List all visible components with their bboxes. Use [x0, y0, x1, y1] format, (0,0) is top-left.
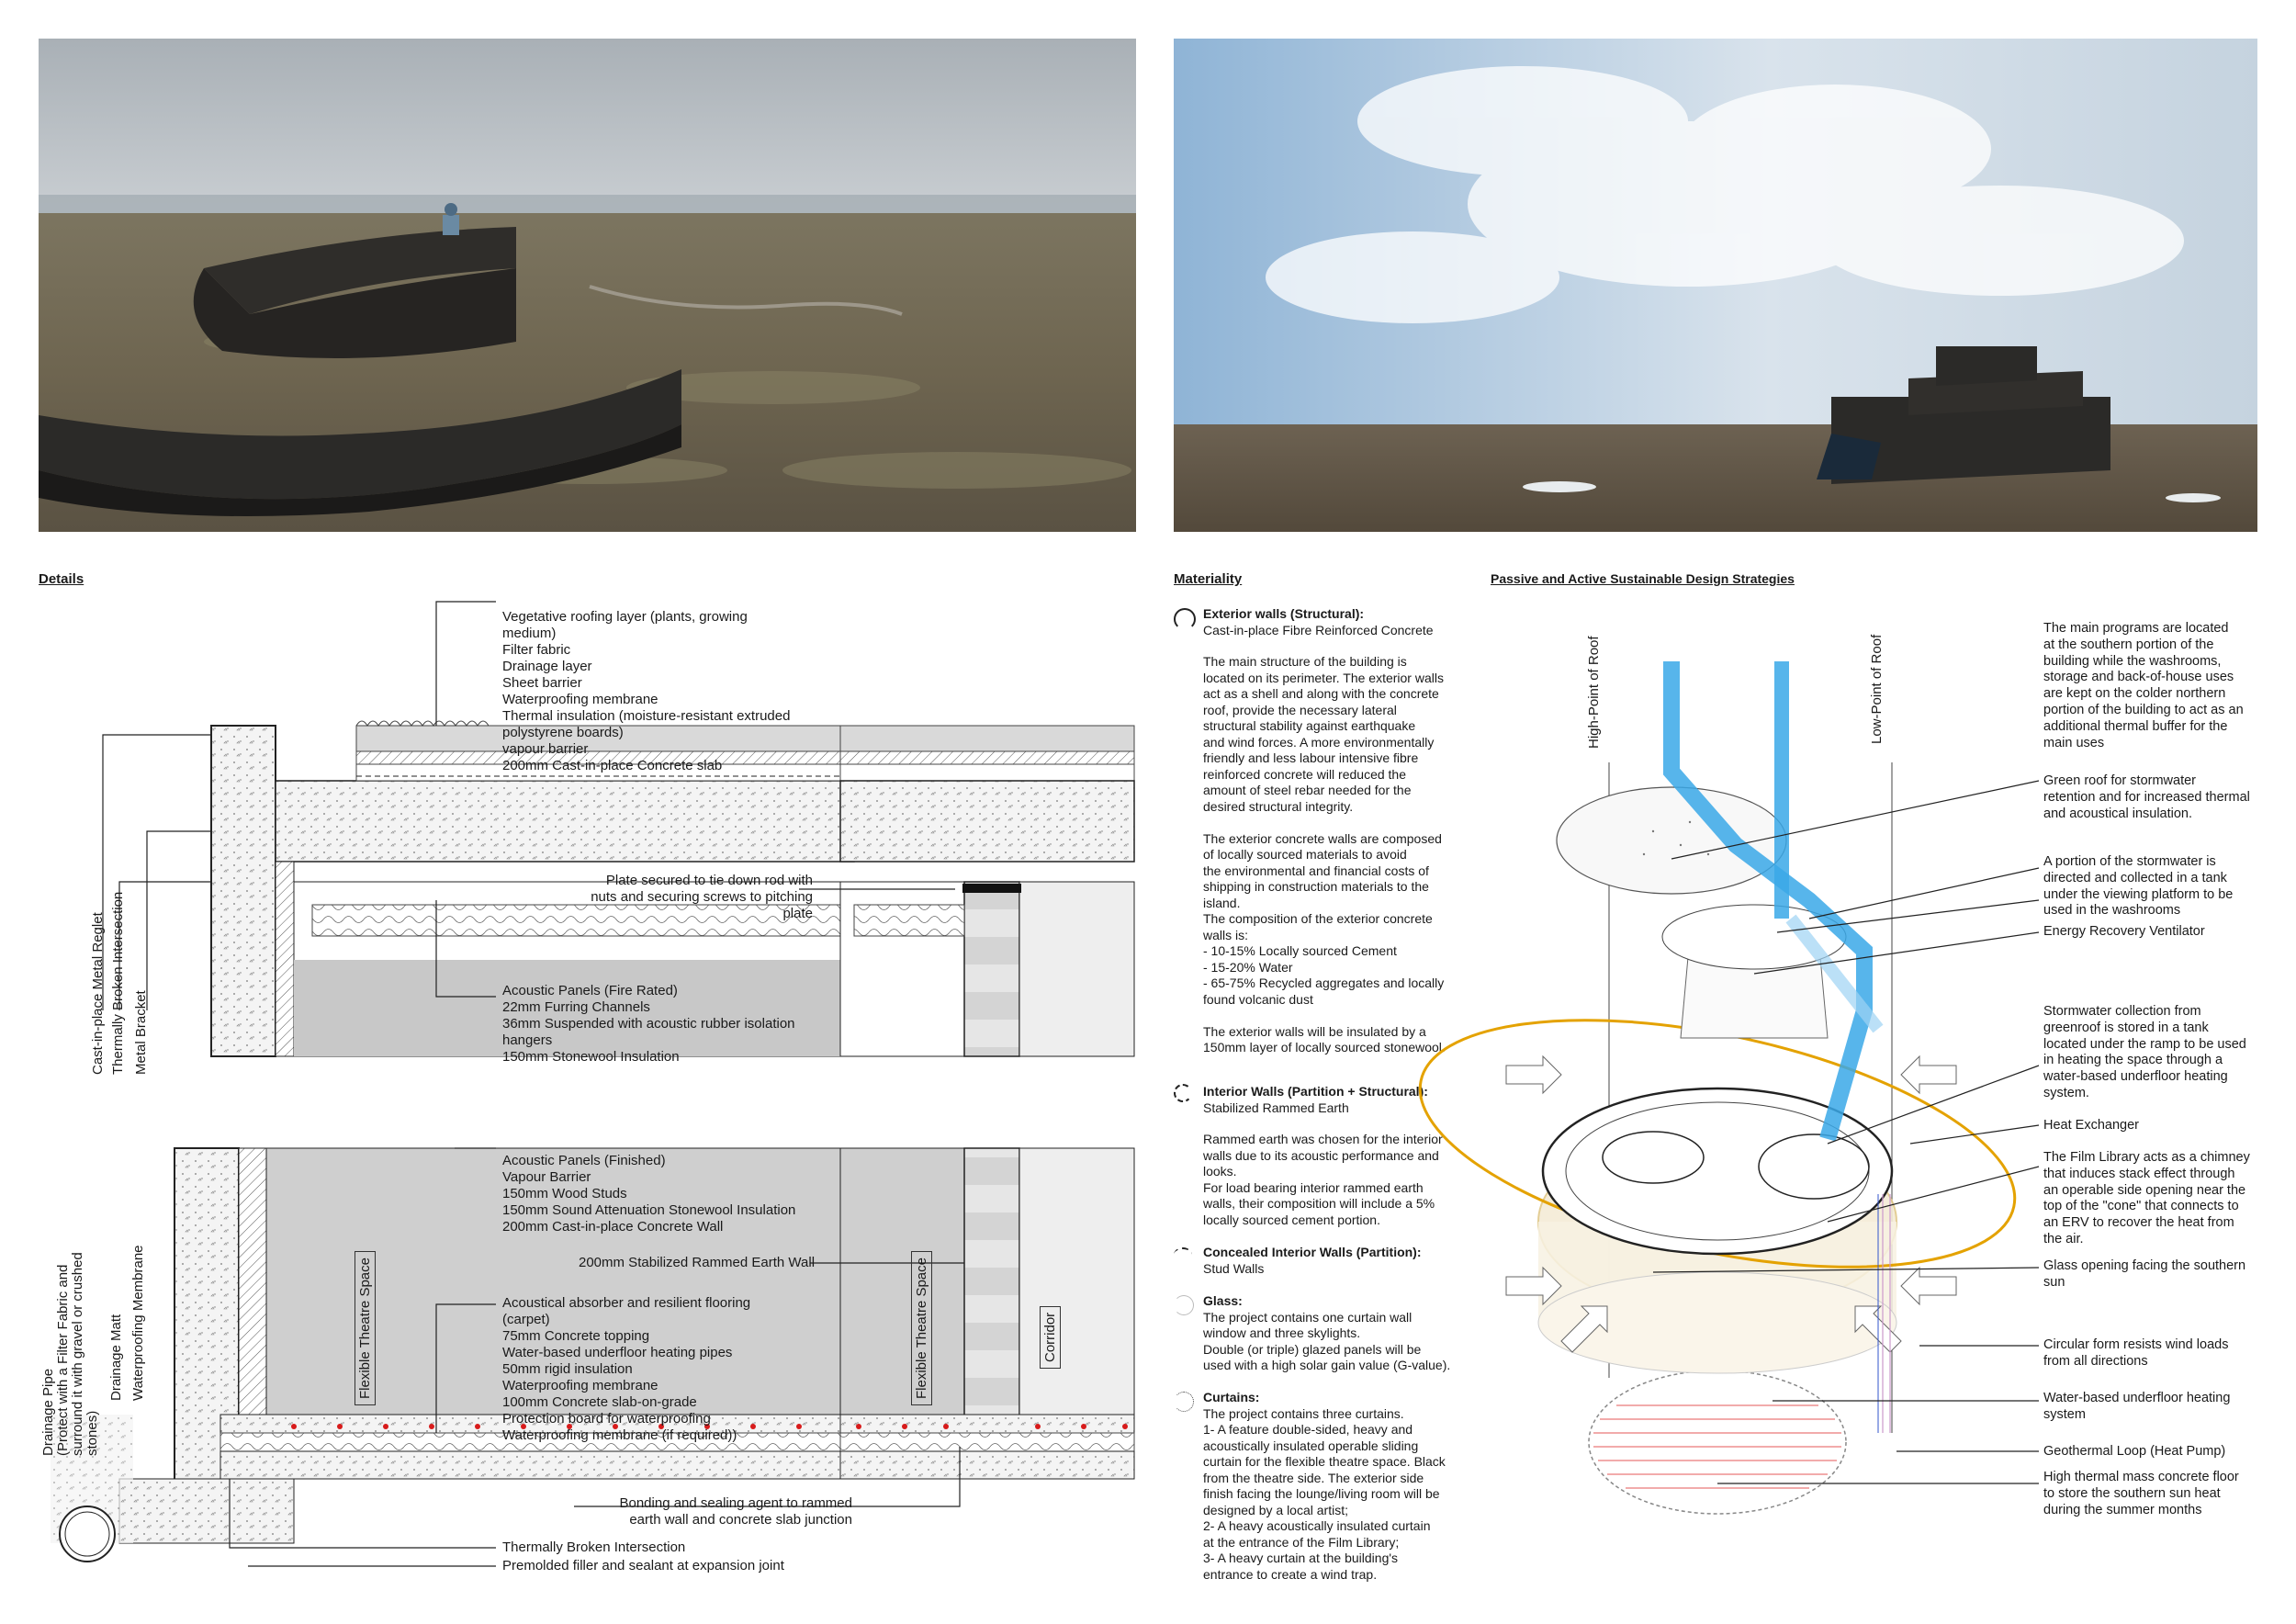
- render-right: [1174, 39, 2257, 532]
- materiality-icon-5: [1174, 1392, 1194, 1412]
- flex-theatre-label-2: Flexible Theatre Space: [911, 1251, 932, 1405]
- material-subtitle: Stud Walls: [1203, 1260, 1265, 1276]
- material-concealed-walls: [1203, 1245, 1479, 1277]
- material-body: Rammed earth was chosen for the interior walls due to its acoustic performance and looks. For load bearing interior rammed earth walls, their composition will include a 5% locally sourced cement portion.: [1203, 1132, 1443, 1227]
- high-point-label: High-Point of Roof: [1586, 636, 1602, 749]
- membrane-label: Waterproofing Membrane: [130, 1245, 146, 1401]
- material-exterior-walls: [1203, 606, 1479, 1056]
- thermal-break-callout: Thermally Broken Intersection: [502, 1539, 686, 1555]
- airflow-arrow-1: [1671, 661, 1864, 1139]
- materiality-icon-4: [1174, 1295, 1194, 1315]
- underfloor-heating: [1589, 1370, 1846, 1514]
- filler-callout: Premolded filler and sealant at expansion joint: [502, 1558, 784, 1573]
- rammed-wall-floor-detail: [840, 1148, 1134, 1479]
- details-heading: Details: [39, 571, 84, 587]
- material-title: Glass:: [1203, 1293, 1243, 1308]
- material-title: Concealed Interior Walls (Partition):: [1203, 1245, 1422, 1259]
- material-subtitle: Cast-in-place Fibre Reinforced Concrete: [1203, 622, 1434, 637]
- low-point-label: Low-Point of Roof: [1869, 634, 1885, 744]
- floor-layers-callout: Acoustical absorber and resilient flooring (carpet) 75mm Concrete topping Water-based underfloor heating pipes 50mm rigid insulation Waterproofing membrane 100mm Concrete slab-on-grade Protection board for waterproofing Waterproofing membrane (if required)): [502, 1295, 751, 1443]
- flex-theatre-label-1: Flexible Theatre Space: [355, 1251, 376, 1405]
- strategy-note-film-library: The Film Library acts as a chimney that induces stack effect through an operable side opening near the top of the "cone" that connects to an ERV to recover the heat from the air.: [2043, 1150, 2250, 1246]
- materiality-icon-3: [1174, 1247, 1192, 1262]
- bracket-label: Metal Bracket: [133, 990, 149, 1075]
- materiality-icon-1: [1174, 608, 1196, 630]
- circular-form-ring: [1399, 975, 2037, 1313]
- intersection-label: Thermally Broken Intersection: [110, 891, 126, 1075]
- pipe-label-4: stones): [84, 1410, 100, 1456]
- material-interior-walls: [1203, 1084, 1479, 1228]
- rammed-wall-callout: 200mm Stabilized Rammed Earth Wall: [579, 1255, 816, 1270]
- corridor-label: Corridor: [1040, 1306, 1061, 1369]
- strategy-note-stormwater: A portion of the stormwater is directed and collected in a tank under the viewing platform to be used in the washrooms: [2043, 854, 2234, 919]
- pipe-label-1: Drainage Pipe: [40, 1368, 56, 1456]
- strategy-note-glass-opening: Glass opening facing the southern sun: [2043, 1258, 2246, 1290]
- green-roof: [1557, 787, 1786, 894]
- plate-callout: Plate secured to tie down rod with nuts and securing screws to pitching plate: [591, 873, 813, 921]
- material-title: Exterior walls (Structural):: [1203, 606, 1365, 621]
- ceiling-layers-callout: Acoustic Panels (Fire Rated) 22mm Furring Channels 36mm Suspended with acoustic rubber isolation hangers 150mm Stonewool Insulation: [502, 983, 795, 1065]
- wall-layers-callout: Acoustic Panels (Finished) Vapour Barrier 150mm Wood Studs 150mm Sound Attenuation Stonewool Insulation 200mm Cast-in-place Concrete Wall: [502, 1153, 796, 1235]
- strategy-note-thermal-mass: High thermal mass concrete floor to store the southern sun heat during the summer months: [2043, 1470, 2239, 1517]
- material-title: Interior Walls (Partition + Structural):: [1203, 1084, 1428, 1099]
- strategy-note-stormwater-tank: Stormwater collection from greenroof is stored in a tank located under the ramp to be used in heating the space through a water-based underfloor heating system.: [2043, 1004, 2246, 1100]
- strategy-note-heat-exchanger: Heat Exchanger: [2043, 1118, 2139, 1133]
- strategy-note-program: The main programs are located at the southern portion of the building while the washrooms, storage and back-of-house uses are kept on the colder northern portion of the building to act as an additional thermal buffer for the main uses: [2043, 621, 2244, 750]
- matt-label: Drainage Matt: [108, 1314, 124, 1401]
- strategy-note-green-roof: Green roof for stormwater retention and for increased thermal and acoustical insulation.: [2043, 773, 2250, 821]
- material-body: The main structure of the building is located on its perimeter. The exterior walls act as a shell and along with the concrete roof, provide the necessary lateral structural stability against earthquake and wind forces. A more environmentally friendly and less labour intensive fibre reinforced concrete will reduced the amount of steel rebar needed for the desired structural integrity. The exterior concrete walls are composed of locally sourced materials to avoid the environmental and financial costs of shipping in construction materials to the island. The composition of the exterior concrete walls is: - 10-15% Locally sourced Cement - 15-20% Water - 65-75% Recycled aggregates and locally found volcanic dust The exterior walls will be insulated by a 150mm layer of locally sourced stonewool.: [1203, 654, 1446, 1054]
- strategies-heading: Passive and Active Sustainable Design Strategies: [1491, 571, 1795, 586]
- roof-layers-callout: Vegetative roofing layer (plants, growing medium) Filter fabric Drainage layer Sheet barrier Waterproofing membrane Thermal insulation (moisture-resistant extruded polystyrene boards) vapour barrier 200mm Cast-in-place Concrete slab: [502, 609, 791, 773]
- materiality-heading: Materiality: [1174, 571, 1243, 587]
- strategy-note-geothermal: Geothermal Loop (Heat Pump): [2043, 1444, 2226, 1459]
- materiality-icon-2: [1174, 1084, 1192, 1102]
- bonding-callout: Bonding and sealing agent to rammed earth wall and concrete slab junction: [619, 1495, 852, 1528]
- pipe-label-2: (Protect with a Filter Fabric and: [55, 1264, 71, 1456]
- material-title: Curtains:: [1203, 1390, 1260, 1404]
- strategy-note-underfloor: Water-based underfloor heating system: [2043, 1391, 2231, 1422]
- material-glass: [1203, 1293, 1479, 1374]
- strategy-note-erv: Energy Recovery Ventilator: [2043, 924, 2205, 939]
- material-body: The project contains three curtains. 1- A feature double-sided, heavy and acoustically insulated operable sliding curtain for the flexible theatre space. Black from the theatre side. The exterior side finish facing the lounge/living room will be designed by a local artist; 2- A heavy acoustically insulated curtain at the entrance of the Film Library; 3- A heavy curtain at the building's entrance to create a wind trap.: [1203, 1405, 1446, 1582]
- material-body: The project contains one curtain wall window and three skylights. Double (or triple) glazed panels will be used with a high solar gain value (G-value).: [1203, 1309, 1451, 1372]
- pipe-label-3: surround it with gravel or crushed: [70, 1252, 85, 1456]
- roof-wall-junction-detail: [840, 726, 1134, 1056]
- material-subtitle: Stabilized Rammed Earth: [1203, 1100, 1349, 1115]
- strategy-note-circular-form: Circular form resists wind loads from all directions: [2043, 1337, 2229, 1369]
- reglet-label: Cast-in-place Metal Reglet: [90, 912, 106, 1075]
- material-curtains: [1203, 1390, 1479, 1583]
